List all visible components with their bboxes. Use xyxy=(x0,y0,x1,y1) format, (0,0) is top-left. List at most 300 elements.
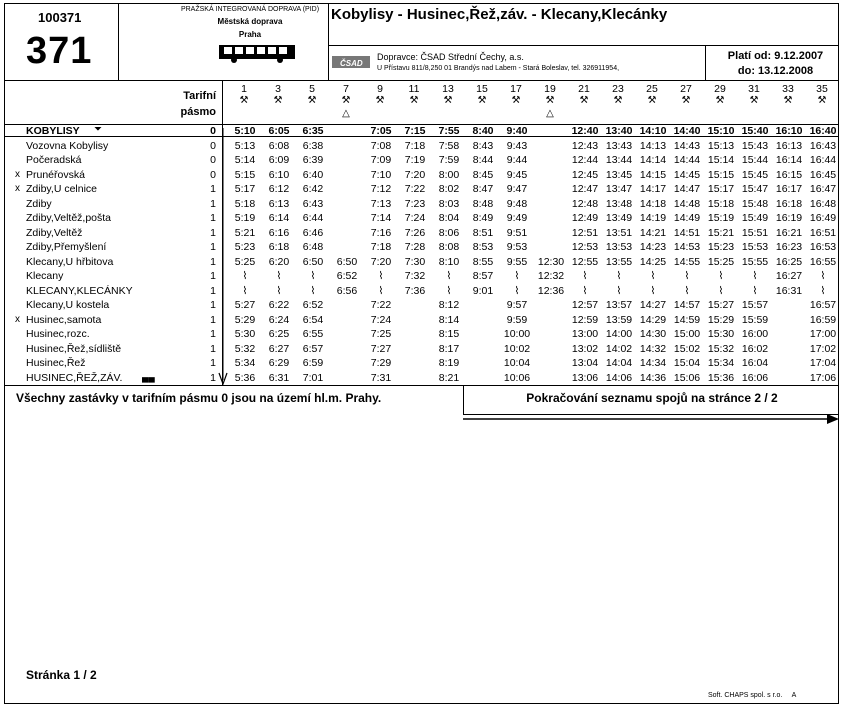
departure-time: 9:43 xyxy=(506,139,528,152)
departure-time: 6:09 xyxy=(268,154,290,166)
stop-name: Zdiby,Veltěž xyxy=(26,226,83,239)
trip-number: 23 xyxy=(612,83,624,95)
departure-time: 9:49 xyxy=(506,212,528,224)
trip-number: 35 xyxy=(816,83,828,95)
departure-time: 16:23 xyxy=(775,241,803,253)
stop-name: Zdiby,Veltěž,pošta xyxy=(26,212,112,224)
departure-time: 5:15 xyxy=(234,168,256,181)
zone-value: 1 xyxy=(210,299,216,311)
departure-time: 15:27 xyxy=(707,299,735,311)
departure-time: 14:57 xyxy=(673,299,701,311)
departure-time: 6:38 xyxy=(302,139,324,152)
stop-name: Husinec,Řež xyxy=(26,357,86,369)
departure-time: 12:47 xyxy=(571,183,599,195)
departure-time: 13:55 xyxy=(605,255,633,268)
departure-time: 7:09 xyxy=(370,154,392,166)
zone-value: 1 xyxy=(210,197,216,210)
departure-time: 15:00 xyxy=(673,328,701,340)
departure-time: 12:36 xyxy=(537,284,565,297)
departure-time: 15:30 xyxy=(707,328,735,340)
stop-name: Husinec,rozc. xyxy=(26,328,90,340)
departure-time: 6:48 xyxy=(302,241,324,253)
line-number: 371 xyxy=(26,30,93,72)
departure-time: 14:17 xyxy=(639,183,667,195)
zone-value: 1 xyxy=(210,313,216,326)
departure-time: 7:59 xyxy=(438,154,460,166)
workday-symbol-icon: ⚒ xyxy=(545,95,555,106)
skip-stop-icon: ⌇ xyxy=(582,284,588,297)
departure-time: 16:57 xyxy=(809,299,837,311)
departure-time: 5:25 xyxy=(234,255,256,268)
departure-time: 15:51 xyxy=(741,226,769,239)
departure-time: 5:14 xyxy=(234,154,256,166)
zone-value: 1 xyxy=(210,357,216,369)
departure-time: 5:29 xyxy=(234,313,256,326)
departure-time: 13:59 xyxy=(605,313,633,326)
skip-stop-icon: ⌇ xyxy=(378,284,384,297)
trip-number: 13 xyxy=(442,83,454,95)
departure-time: 6:31 xyxy=(268,371,290,384)
departure-time: 8:04 xyxy=(438,212,460,224)
header-vline-1 xyxy=(118,3,119,80)
header-divider xyxy=(4,80,839,81)
departure-time: 8:00 xyxy=(438,168,460,181)
departure-time: 7:27 xyxy=(370,342,392,355)
departure-time: 15:32 xyxy=(707,342,735,355)
departure-time: 9:48 xyxy=(506,197,528,210)
departure-time: 5:32 xyxy=(234,342,256,355)
departure-time: 15:18 xyxy=(707,197,735,210)
stop-name: Vozovna Kobylisy xyxy=(26,139,109,152)
departure-time: 9:53 xyxy=(506,241,528,253)
zone-value: 1 xyxy=(210,328,216,340)
departure-time: 7:30 xyxy=(404,255,426,268)
zone-value: 0 xyxy=(210,154,216,166)
departure-time: 16:15 xyxy=(775,168,803,181)
stop-name: Prunéřovská xyxy=(26,168,85,181)
departure-time: 6:52 xyxy=(336,270,358,282)
departure-time: 15:45 xyxy=(741,168,769,181)
departure-time: 14:23 xyxy=(639,241,667,253)
valid-to: do: 13.12.2008 xyxy=(737,65,814,77)
departure-time: 7:19 xyxy=(404,154,426,166)
departure-time: 6:50 xyxy=(302,255,324,268)
departure-time: 9:44 xyxy=(506,154,528,166)
departure-time: 7:20 xyxy=(370,255,392,268)
trip-number: 3 xyxy=(275,83,281,95)
departure-time: 6:18 xyxy=(268,241,290,253)
departure-time: 7:12 xyxy=(370,183,392,195)
pid-title: PRAŽSKÁ INTEGROVANÁ DOPRAVA (PID) xyxy=(180,6,320,13)
stop-name: HUSINEC,ŘEŽ,ZÁV. xyxy=(26,371,123,384)
departure-time: 16:02 xyxy=(741,342,769,355)
departure-time: 16:19 xyxy=(775,212,803,224)
departure-time: 6:10 xyxy=(268,168,290,181)
workday-symbol-icon: ⚒ xyxy=(307,95,317,106)
departure-time: 8:14 xyxy=(438,313,460,326)
departure-time: 16:51 xyxy=(809,226,837,239)
departure-time: 14:45 xyxy=(673,168,701,181)
departure-time: 14:36 xyxy=(639,371,667,384)
departure-time: 6:44 xyxy=(302,212,324,224)
departure-time: 13:00 xyxy=(571,328,599,340)
departure-time: 12:51 xyxy=(571,226,599,239)
zone-value: 1 xyxy=(210,371,216,384)
workday-symbol-icon: ⚒ xyxy=(477,95,487,106)
departure-time: 16:27 xyxy=(775,270,803,282)
departure-time: 6:16 xyxy=(268,226,290,239)
departure-time: 6:29 xyxy=(268,357,290,369)
terminus-icon: ⏷ xyxy=(94,124,102,135)
departure-time: 8:57 xyxy=(472,270,494,282)
departure-time: 15:13 xyxy=(707,139,735,152)
continuation-note: Pokračování seznamu spojů na stránce 2 / 2 xyxy=(526,391,778,405)
request-stop-marker: x xyxy=(15,183,20,194)
workday-symbol-icon: ⚒ xyxy=(443,95,453,106)
departure-time: 12:48 xyxy=(571,197,599,210)
departure-time: 6:46 xyxy=(302,226,324,239)
zone-value: 1 xyxy=(210,342,216,355)
departure-time: 13:40 xyxy=(605,125,633,137)
zone-value: 1 xyxy=(210,226,216,239)
departure-time: 16:48 xyxy=(809,197,837,210)
departure-time: 6:35 xyxy=(302,125,324,137)
skip-stop-icon: ⌇ xyxy=(276,284,282,297)
departure-time: 7:22 xyxy=(404,183,426,195)
departure-time: 7:22 xyxy=(370,299,392,311)
departure-time: 13:44 xyxy=(605,154,633,166)
departure-time: 5:17 xyxy=(234,183,256,195)
direction-arrow-icon xyxy=(218,128,228,386)
zone-header: Tarifní pásmo xyxy=(180,90,216,118)
departure-time: 15:57 xyxy=(741,299,769,311)
stop-name: Zdiby,U celnice xyxy=(26,183,97,195)
departure-time: 6:05 xyxy=(268,125,290,137)
stop-name: Klecany,U hřbitova xyxy=(26,255,114,268)
departure-time: 13:51 xyxy=(605,226,633,239)
departure-time: 17:00 xyxy=(809,328,837,340)
departure-time: 6:54 xyxy=(302,313,324,326)
workday-symbol-icon: ⚒ xyxy=(647,95,657,106)
departure-time: 9:55 xyxy=(506,255,528,268)
departure-time: 7:13 xyxy=(370,197,392,210)
departure-time: 15:48 xyxy=(741,197,769,210)
departure-time: 7:36 xyxy=(404,284,426,297)
departure-time: 14:32 xyxy=(639,342,667,355)
departure-time: 12:45 xyxy=(571,168,599,181)
departure-time: 13:06 xyxy=(571,371,599,384)
departure-time: 7:18 xyxy=(370,241,392,253)
departure-time: 6:14 xyxy=(268,212,290,224)
departure-time: 5:13 xyxy=(234,139,256,152)
departure-time: 14:04 xyxy=(605,357,633,369)
departure-time: 15:34 xyxy=(707,357,735,369)
trip-number: 19 xyxy=(544,83,556,95)
skip-stop-icon: ⌇ xyxy=(514,284,520,297)
departure-time: 8:10 xyxy=(438,255,460,268)
operator-address: U Přístavu 811/8,250 01 Brandýs nad Labem - Stará Boleslav, tel. 326911954, xyxy=(377,65,620,72)
departure-time: 15:10 xyxy=(707,125,735,137)
skip-stop-icon: ⌇ xyxy=(310,270,316,282)
stop-name: Počeradská xyxy=(26,154,82,166)
departure-time: 9:01 xyxy=(472,284,494,297)
departure-time: 16:44 xyxy=(809,154,837,166)
departure-time: 7:20 xyxy=(404,168,426,181)
trip-number: 29 xyxy=(714,83,726,95)
zone-value: 1 xyxy=(210,212,216,224)
departure-time: 14:14 xyxy=(639,154,667,166)
departure-time: 7:23 xyxy=(404,197,426,210)
departure-time: 5:18 xyxy=(234,197,256,210)
departure-time: 9:47 xyxy=(506,183,528,195)
departure-time: 6:20 xyxy=(268,255,290,268)
notes-divider xyxy=(4,385,839,386)
workday-symbol-icon: ⚒ xyxy=(409,95,419,106)
departure-time: 12:55 xyxy=(571,255,599,268)
trip-number: 31 xyxy=(748,83,760,95)
departure-time: 13:49 xyxy=(605,212,633,224)
departure-time: 12:43 xyxy=(571,139,599,152)
departure-time: 15:59 xyxy=(741,313,769,326)
departure-time: 12:49 xyxy=(571,212,599,224)
operator-name: Dopravce: ČSAD Střední Čechy, a.s. xyxy=(377,52,524,62)
departure-time: 15:53 xyxy=(741,241,769,253)
departure-time: 13:04 xyxy=(571,357,599,369)
departure-time: 7:31 xyxy=(370,371,392,384)
departure-time: 15:14 xyxy=(707,154,735,166)
departure-time: 14:47 xyxy=(673,183,701,195)
departure-time: 7:24 xyxy=(370,313,392,326)
departure-time: 7:14 xyxy=(370,212,392,224)
departure-time: 10:04 xyxy=(503,357,531,369)
departure-time: 14:00 xyxy=(605,328,633,340)
departure-time: 6:50 xyxy=(336,255,358,268)
departure-time: 14:34 xyxy=(639,357,667,369)
departure-time: 7:29 xyxy=(370,357,392,369)
stop-name: KOBYLISY xyxy=(26,125,80,137)
departure-time: 6:55 xyxy=(302,328,324,340)
skip-stop-icon: ⌇ xyxy=(650,284,656,297)
departure-time: 14:10 xyxy=(639,125,667,137)
departure-time: 15:15 xyxy=(707,168,735,181)
departure-time: 8:03 xyxy=(438,197,460,210)
departure-time: 16:10 xyxy=(775,125,803,137)
stop-name: Klecany,U kostela xyxy=(26,299,110,311)
departure-time: 15:49 xyxy=(741,212,769,224)
skip-stop-icon: ⌇ xyxy=(310,284,316,297)
departure-time: 9:45 xyxy=(506,168,528,181)
departure-time: 16:18 xyxy=(775,197,803,210)
stop-name: Zdiby,Přemyšlení xyxy=(26,241,107,253)
trip-number: 1 xyxy=(241,83,247,95)
zone-value: 0 xyxy=(210,168,216,181)
bus-icon xyxy=(218,42,298,64)
departure-time: 5:27 xyxy=(234,299,256,311)
software-credit: Soft. CHAPS spol. s r.o. A xyxy=(708,692,797,699)
workday-symbol-icon: ⚒ xyxy=(681,95,691,106)
departure-time: 13:45 xyxy=(605,168,633,181)
departure-time: 16:43 xyxy=(809,139,837,152)
departure-time: 13:02 xyxy=(571,342,599,355)
departure-time: 14:19 xyxy=(639,212,667,224)
departure-time: 7:05 xyxy=(370,125,392,137)
workday-symbol-icon: ⚒ xyxy=(749,95,759,106)
trip-number: 9 xyxy=(377,83,383,95)
departure-time: 15:23 xyxy=(707,241,735,253)
departure-time: 8:44 xyxy=(472,154,494,166)
zone-value: 1 xyxy=(210,270,216,282)
departure-time: 6:56 xyxy=(336,284,358,297)
trip-number: 5 xyxy=(309,83,315,95)
departure-time: 6:12 xyxy=(268,183,290,195)
trip-number: 11 xyxy=(408,83,420,95)
departure-time: 16:45 xyxy=(809,168,837,181)
departure-time: 6:52 xyxy=(302,299,324,311)
departure-time: 14:49 xyxy=(673,212,701,224)
departure-time: 8:48 xyxy=(472,197,494,210)
departure-time: 10:06 xyxy=(503,371,531,384)
departure-time: 15:44 xyxy=(741,154,769,166)
operator-logo-text: ČSAD xyxy=(340,59,363,68)
departure-time: 6:22 xyxy=(268,299,290,311)
trip-number: 33 xyxy=(782,83,794,95)
departure-time: 14:15 xyxy=(639,168,667,181)
departure-time: 7:25 xyxy=(370,328,392,340)
departure-time: 15:04 xyxy=(673,357,701,369)
departure-time: 6:40 xyxy=(302,168,324,181)
wheelchair-bus-icon: ▄▄ xyxy=(142,371,155,382)
workday-symbol-icon: ⚒ xyxy=(613,95,623,106)
departure-time: 16:06 xyxy=(741,371,769,384)
workday-symbol-icon: ⚒ xyxy=(239,95,249,106)
trip-number: 25 xyxy=(646,83,658,95)
departure-time: 17:04 xyxy=(809,357,837,369)
departure-time: 14:18 xyxy=(639,197,667,210)
departure-time: 5:30 xyxy=(234,328,256,340)
departure-time: 15:19 xyxy=(707,212,735,224)
departure-time: 16:47 xyxy=(809,183,837,195)
departure-time: 9:57 xyxy=(506,299,528,311)
header-vline-2 xyxy=(328,3,329,80)
departure-time: 9:40 xyxy=(506,125,528,137)
stop-name: Husinec,Řež,sídliště xyxy=(26,342,122,355)
departure-time: 9:59 xyxy=(506,313,528,326)
departure-time: 5:23 xyxy=(234,241,256,253)
skip-stop-icon: ⌇ xyxy=(820,270,826,282)
departure-time: 15:47 xyxy=(741,183,769,195)
departure-time: 6:39 xyxy=(302,154,324,166)
departure-time: 14:06 xyxy=(605,371,633,384)
skip-stop-icon: ⌇ xyxy=(650,270,656,282)
zone-value: 1 xyxy=(210,255,216,268)
departure-time: 16:04 xyxy=(741,357,769,369)
skip-stop-icon: ⌇ xyxy=(718,284,724,297)
departure-time: 5:36 xyxy=(234,371,256,384)
departure-time: 7:08 xyxy=(370,139,392,152)
stop-name: Zdiby xyxy=(26,197,52,210)
skip-stop-icon: ⌇ xyxy=(276,270,282,282)
workday-symbol-icon: ⚒ xyxy=(817,95,827,106)
departure-time: 6:25 xyxy=(268,328,290,340)
skip-stop-icon: ⌇ xyxy=(752,284,758,297)
departure-time: 7:16 xyxy=(370,226,392,239)
trip-number: 7 xyxy=(343,83,349,95)
departure-time: 15:29 xyxy=(707,313,735,326)
trip-number: 17 xyxy=(510,83,522,95)
departure-time: 6:13 xyxy=(268,197,290,210)
departure-time: 14:53 xyxy=(673,241,701,253)
skip-stop-icon: ⌇ xyxy=(514,270,520,282)
departure-time: 15:02 xyxy=(673,342,701,355)
departure-time: 5:21 xyxy=(234,226,256,239)
departure-time: 17:02 xyxy=(809,342,837,355)
departure-time: 15:21 xyxy=(707,226,735,239)
workday-symbol-icon: ⚒ xyxy=(783,95,793,106)
departure-time: 8:55 xyxy=(472,255,494,268)
departure-time: 8:40 xyxy=(472,125,494,137)
request-stop-marker: x xyxy=(15,313,20,325)
school-day-symbol-icon: △ xyxy=(342,108,350,119)
departure-time: 16:25 xyxy=(775,255,803,268)
departure-time: 12:30 xyxy=(537,255,565,268)
departure-time: 17:06 xyxy=(809,371,837,384)
departure-time: 14:48 xyxy=(673,197,701,210)
departure-time: 8:47 xyxy=(472,183,494,195)
departure-time: 7:10 xyxy=(370,168,392,181)
departure-time: 5:34 xyxy=(234,357,256,369)
departure-time: 7:28 xyxy=(404,241,426,253)
stop-name: Klecany xyxy=(26,270,64,282)
departure-time: 14:44 xyxy=(673,154,701,166)
departure-time: 5:19 xyxy=(234,212,256,224)
departure-time: 16:21 xyxy=(775,226,803,239)
workday-symbol-icon: ⚒ xyxy=(341,95,351,106)
workday-symbol-icon: ⚒ xyxy=(579,95,589,106)
pid-subtitle: Městská doprava xyxy=(217,17,283,26)
departure-time: 7:32 xyxy=(404,270,426,282)
departure-time: 13:43 xyxy=(605,139,633,152)
skip-stop-icon: ⌇ xyxy=(718,270,724,282)
departure-time: 12:59 xyxy=(571,313,599,326)
departure-time: 14:13 xyxy=(639,139,667,152)
skip-stop-icon: ⌇ xyxy=(684,270,690,282)
departure-time: 12:44 xyxy=(571,154,599,166)
departure-time: 14:29 xyxy=(639,313,667,326)
request-stop-marker: x xyxy=(15,168,20,180)
departure-time: 12:57 xyxy=(571,299,599,311)
line-id: 100371 xyxy=(38,10,82,25)
departure-time: 6:08 xyxy=(268,139,290,152)
skip-stop-icon: ⌇ xyxy=(752,270,758,282)
skip-stop-icon: ⌇ xyxy=(242,284,248,297)
departure-time: 16:55 xyxy=(809,255,837,268)
departure-time: 16:59 xyxy=(809,313,837,326)
departure-time: 13:57 xyxy=(605,299,633,311)
route-title: Kobylisy - Husinec,Řež,záv. - Klecany,Klecánky xyxy=(331,6,668,23)
departure-time: 10:00 xyxy=(503,328,531,340)
departure-time: 16:00 xyxy=(741,328,769,340)
departure-time: 8:12 xyxy=(438,299,460,311)
departure-time: 14:43 xyxy=(673,139,701,152)
departure-time: 12:32 xyxy=(537,270,565,282)
departure-time: 14:27 xyxy=(639,299,667,311)
departure-time: 7:01 xyxy=(302,371,324,384)
skip-stop-icon: ⌇ xyxy=(378,270,384,282)
departure-time: 12:53 xyxy=(571,241,599,253)
zone-note: Všechny zastávky v tarifním pásmu 0 jsou na území hl.m. Prahy. xyxy=(16,391,382,405)
departure-time: 7:24 xyxy=(404,212,426,224)
departure-time: 14:55 xyxy=(673,255,701,268)
